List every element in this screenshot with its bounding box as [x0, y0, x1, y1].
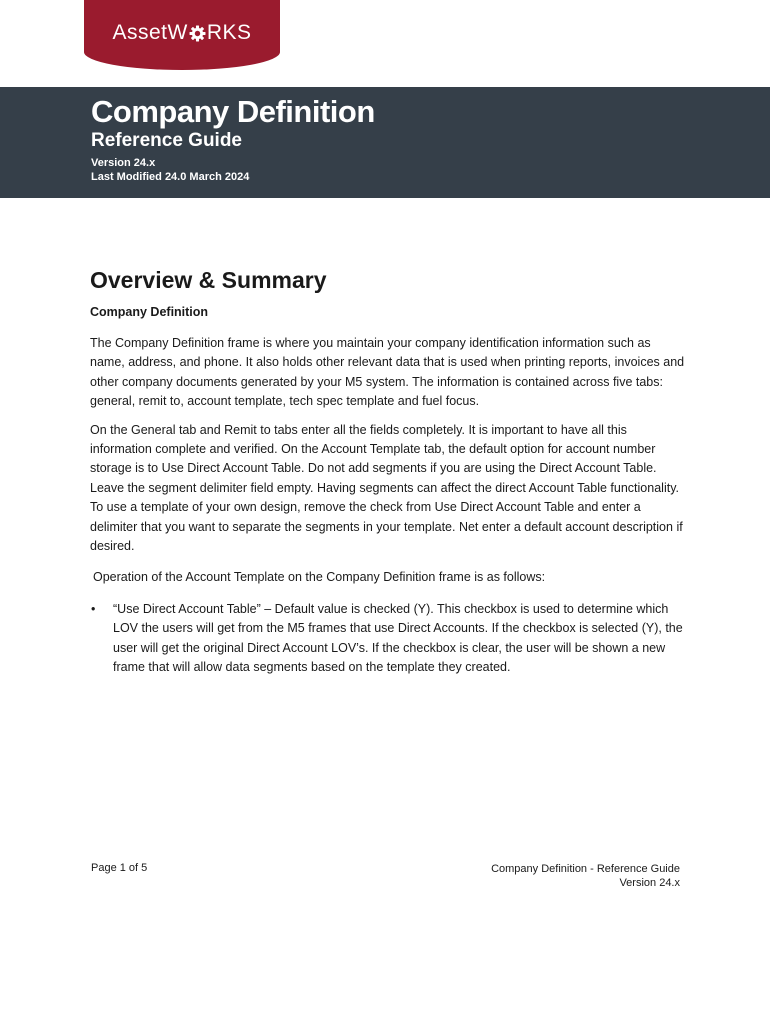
logo-wordmark	[112, 21, 251, 45]
bullet-icon: •	[91, 601, 96, 616]
bullet-list	[90, 600, 686, 678]
logo-text-start: AssetW	[112, 21, 188, 44]
brand-logo	[84, 0, 280, 70]
logo-text-end: RKS	[206, 21, 252, 44]
gear-icon	[189, 25, 206, 42]
list-item	[90, 600, 686, 678]
footer-doc-title: Company Definition - Reference Guide	[491, 863, 680, 875]
section-heading: Overview & Summary	[90, 267, 327, 293]
bullet-text: “Use Direct Account Table” – Default value is checked (Y). This checkbox is used to determine which LOV the users will get from the M5 frames that use Direct Accounts. If the checkbox is selected (Y), the user will get the original Direct Account LOV’s. If the checkbox is clear, the user will be shown a new frame that will allow data segments based on the template they created.	[113, 601, 683, 675]
paragraph-intro: The Company Definition frame is where you maintain your company identification information such as name, address, and phone. It also holds other relevant data that is used when printing reports, invoices and other company documents generated by your M5 system. The information is contained across five tabs: general, remit to, account template, tech spec template and fuel focus.	[90, 336, 685, 409]
title-banner	[0, 87, 770, 198]
paragraph-operation: Operation of the Account Template on the Company Definition frame is as follows:	[93, 570, 546, 585]
document-subtitle: Reference Guide	[91, 130, 242, 151]
sub-heading: Company Definition	[90, 305, 209, 319]
footer-version: Version 24.x	[619, 877, 680, 889]
document-version: Version 24.x	[91, 157, 156, 169]
document-title: Company Definition	[91, 94, 375, 129]
page-number: Page 1 of 5	[91, 862, 148, 874]
footer-info	[491, 862, 680, 890]
last-modified: Last Modified 24.0 March 2024	[91, 171, 250, 183]
paragraph-tabs: On the General tab and Remit to tabs enter all the fields completely. It is important to have all this information complete and verified. On the Account Template tab, the default option for account number storage is to Use Direct Account Table. Do not add segments if you are using the Direct Account Table. Leave the segment delimiter field empty. Having segments can affect the direct Account Table functionality. To use a template of your own design, remove the check from Use Direct Account Table and enter a delimiter that you want to separate the segments in your template. Net enter a default account description if desired.	[90, 422, 683, 554]
main-content	[90, 265, 686, 678]
